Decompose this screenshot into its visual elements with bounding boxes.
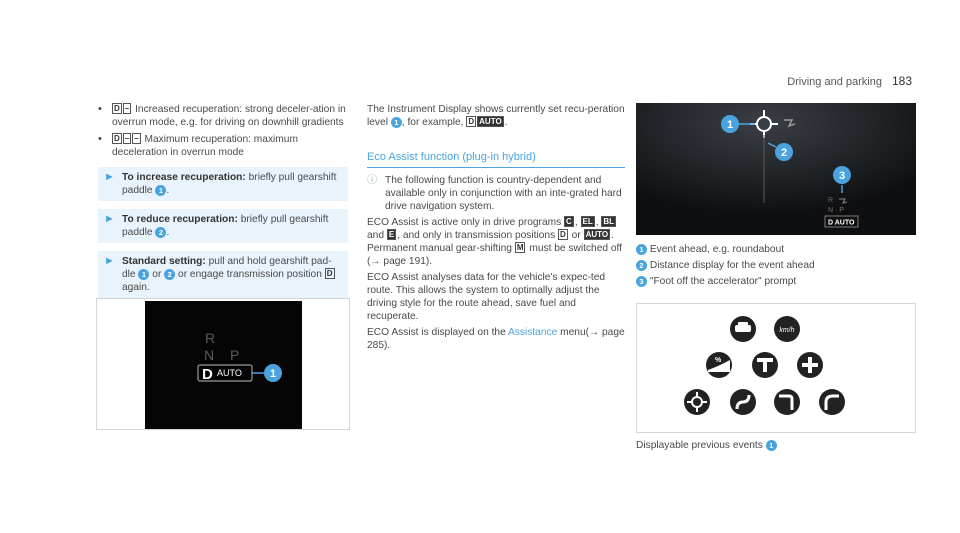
callout-number: 1	[766, 440, 777, 451]
callout-number: 1	[726, 119, 734, 131]
gear-n: N	[204, 347, 215, 363]
step-increase: ► To increase recuperation: briefly pull gearshift paddle 1 .	[98, 167, 348, 201]
turn-right-icon	[774, 389, 800, 415]
key-d: D	[114, 104, 120, 113]
legend-item: 1 Event ahead, e.g. roundabout	[636, 243, 916, 256]
t-junction-icon	[752, 352, 778, 378]
gear-dauto: D AUTO	[828, 219, 855, 227]
list-item: • D – – Maximum recuperation: maximum deceleration in overrun mode	[98, 133, 298, 158]
gear-np: N · P	[828, 207, 844, 214]
key-d: D	[326, 269, 333, 278]
gear-r: R	[205, 330, 216, 346]
legend-item: 3 "Foot off the accelerator" prompt	[636, 275, 916, 288]
kmh-label: km/h	[779, 327, 795, 334]
gradient-icon	[706, 352, 732, 378]
intro-paragraph: The Instrument Display shows currently set recu-peration level 1 , for example, D AUTO .	[367, 104, 625, 128]
step-arrow-icon: ►	[104, 213, 115, 225]
previous-events-figure	[636, 303, 916, 433]
step-arrow-icon: ►	[104, 255, 115, 267]
key-minus: –	[134, 134, 139, 143]
transmission-display-figure	[96, 298, 350, 430]
callout-number: 2	[636, 260, 647, 271]
key-m: M	[516, 243, 524, 252]
info-note: ⓘ The following function is country-dependent and available only in conjunction with an inte-grated hard drive navigation system.	[367, 175, 622, 212]
display-screen	[145, 301, 302, 429]
transmission-display-graphic	[145, 301, 302, 429]
callout-number: 2	[164, 269, 175, 280]
key-bl: BL	[603, 217, 615, 226]
key-d: D	[114, 134, 120, 143]
key-minus: –	[124, 134, 130, 143]
roundabout-icon	[684, 389, 710, 415]
callout-number: 1	[138, 269, 149, 280]
legend-item: 2 Distance display for the event ahead	[636, 259, 916, 272]
callout-number: 1	[155, 185, 166, 196]
gear-r: R	[828, 197, 834, 204]
vehicle-ahead-icon	[730, 316, 756, 342]
curve-right-icon	[819, 389, 845, 415]
eco-assist-graphic	[636, 103, 916, 235]
list-item: • D – Increased recuperation: strong deceler-ation in overrun mode, e.g. for driving on downhill gradients	[98, 103, 346, 128]
paragraph-menu: ECO Assist is displayed on the Assistance menu(→ page 285).	[367, 327, 625, 351]
speed-limit-icon	[774, 316, 800, 342]
figure-legend	[636, 243, 916, 291]
gear-auto: AUTO	[217, 368, 242, 378]
gear-p: P	[230, 347, 240, 363]
callout-number: 2	[155, 227, 166, 238]
figure-caption: Displayable previous events 1	[636, 439, 916, 452]
paragraph-programs: ECO Assist is active only in drive programs C , EL , BL and E , and only in transmission positions D or AUTO . Permanent manual gear-shifting M must be switched off (→ page 191).	[367, 217, 623, 267]
key-el: EL	[582, 217, 593, 226]
key-auto: AUTO	[479, 117, 502, 126]
column-1	[98, 103, 348, 298]
crossroads-icon	[797, 352, 823, 378]
percent-label: %	[715, 357, 722, 364]
paragraph-analysis: ECO Assist analyses data for the vehicle's expec-ted route. This allows the system to optimally adjust the driving style for the route ahead, save fuel and recuperate.	[367, 272, 606, 322]
callout-number: 1	[636, 244, 647, 255]
callout-number: 3	[636, 276, 647, 287]
eco-assist-display-figure	[636, 103, 916, 235]
key-minus: –	[124, 104, 130, 113]
callout-number: 3	[838, 170, 846, 182]
page-header	[762, 75, 912, 89]
gear-d: D	[202, 366, 213, 383]
key-c: C	[566, 217, 572, 226]
info-icon: ⓘ	[367, 175, 378, 186]
step-arrow-icon: ►	[104, 171, 115, 183]
section-name: Driving and parking	[787, 76, 882, 88]
section-title: Eco Assist function (plug-in hybrid)	[367, 151, 625, 168]
callout-number: 1	[391, 117, 402, 128]
key-e: E	[388, 230, 395, 239]
callout-number: 1	[269, 368, 277, 380]
step-standard: ► Standard setting: pull and hold gearshift pad-dle 1 or 2 or engage transmission position D again.	[98, 251, 348, 298]
step-reduce: ► To reduce recuperation: briefly pull gearshift paddle 2 .	[98, 209, 348, 243]
previous-events-graphic	[637, 304, 915, 432]
assistance-link[interactable]: Assistance	[508, 327, 558, 338]
key-d: D	[468, 117, 475, 126]
callout-number: 2	[780, 147, 788, 159]
s-bend-icon	[730, 389, 756, 415]
page-number: 183	[891, 74, 912, 88]
column-2	[367, 103, 625, 352]
key-auto: AUTO	[585, 230, 609, 239]
key-d: D	[560, 230, 566, 239]
